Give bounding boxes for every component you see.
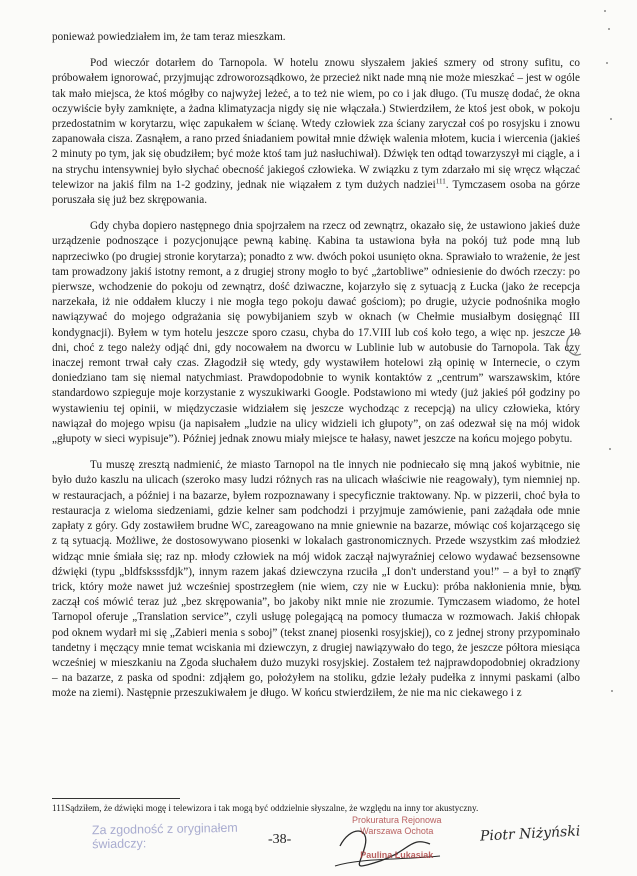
- paragraph-renovation: Gdy chyba dopiero następnego dnia spojrzałem na rzecz od zewnątrz, okazało się, że ustawiono jakieś duże urządzenie podnoszące i pozycjonujące pewną kabinę. Kabina ta ustawiona była na pokój tuż pode mną lub naprzeciwko (po drugiej stronie korytarza); ponadto z ww. dwóch pokoi usunięto okna. Sprawiało to wrażenie, że jest tam prowadzony jakiś istotny remont, a z drugiej strony mogło to być „żartobliwe” odniesienie do dwóch rzeczy: po pierwsze, wchodzenie do pokoju od zewnątrz, dość dziwaczne, kojarzyło się z sytuacją z Łucka (jako że recepcja narzekała, iż nie oddałem kluczy i nie mogła tego pokoju dawać gościom); po drugie, użycie podnośnika mogło nawiązywać do mojego odgrażania się powybijaniem szyb w oknach (w Chełmie musiałbym dosięgnąć III kondygnacji). Byłem w tym hotelu jeszcze sporo czasu, chyba do 17.VIII lub coś koło tego, a więc np. jeszcze 10 dni, choć z tego należy odjąć dni, gdy nocowałem na dworcu w Lublinie lub w autobusie do Tarnopola. Tak czy inaczej remont trwał cały czas. Złagodził się wtedy, gdy wystawiłem hotelowi złą opinię w Internecie, o czym doniedziano tam się niemal natychmiast. Prawdopodobnie to wynik kontaktów z „centrum” warszawskim, które standardowo szpieguje moje korzystanie z wyszukiwarki Google. Podstawiono mi wtedy (już jakieś pół godziny po wystawieniu tej opinii, w międzyczasie widziałem się jeszcze wychodząc z recepcją) na ulicy człowieka, który nawiązał do mojego wpisu (ja napisałem „ludzie na ulicy widzieli ich głupoty”, on zaś odezwał się na mój widok „głupoty w sieci wypisuje”). Później jednak znowu miały miejsce te hałasy, nawet jeszcze na końcu mojego pobytu.: [52, 220, 580, 446]
- paragraph-text: Pod wieczór dotarłem do Tarnopola. W hotelu znowu słyszałem jakieś szmery od strony sufitu, co próbowałem ignorować, przyjmując zdroworozsądkowo, że przecież nikt nade mną nie może mieszkać – jest w ogóle tak mało miejsca, że ktoś mógłby co najwyżej leżeć, a to też nie wiem, po co i jak długo. (Tu muszę dodać, że okna oczywiście były zamknięte, a żadna klimatyzacja nigdy się nie włączała.) Stwierdziłem, że ktoś jest obok, w pokoju przedostatnim w korytarzu, więc zapukałem w ścianę. Wtedy człowiek zza ściany zaryczał coś po rosyjsku i znowu zapanowała cisza. Zasnąłem, a rano przed śniadaniem powitał mnie dźwięk walenia młotem, kucia i wiercenia (jakieś 2 minuty po tym, jak się obudziłem; być może ktoś tam już nasłuchiwał). Dźwięk ten odtąd towarzyszył mi ciągle, a i na strychu intensywniej było słychać obecność jakiegoś człowieka. W związku z tym zdarzało mi się wręcz włączać telewizor na jakiś film na 1-2 godziny, jednak nie wiązałem z tym dużych nadziei: [52, 57, 580, 191]
- footnote: 111Sądziłem, że dźwięki mogę i telewizora i tak mogą być oddzielnie słyszalne, że względu na inny tor akustyczny.: [52, 803, 479, 813]
- certified-stamp-line: Za zgodność z oryginałem: [91, 820, 238, 838]
- paragraph-text-end: Tymczasem osoba na górze poruszała się już bez skrępowania.: [52, 178, 580, 207]
- certified-copy-stamp: [92, 821, 238, 852]
- signature: Piotr Niżyński: [479, 823, 581, 845]
- scan-speck: [611, 690, 613, 692]
- footnote-marker: 111: [435, 177, 446, 186]
- stamp-line: Warszawa Ochota: [360, 825, 434, 836]
- certified-stamp-line: świadczy:: [92, 836, 147, 852]
- scan-speck: [606, 62, 608, 64]
- paragraph-city-reactions: Tu muszę zresztą nadmienić, że miasto Tarnopol na tle innych nie podniecało się mną jakoś wybitnie, nie było dużo kaszlu na ulicach (szeroko masy ludzi różnych ras na ulicach właściwie nie reagowały), tym niemniej np. w restauracjach, a później i na bazarze, byłem rozpoznawany i specyficznie traktowany. Np. w pizzerii, choć była to restauracja z wieloma siedzeniami, gdzie kelner sam podchodzi i przyjmuje zamówienie, pani zażądała ode mnie zapłaty z góry. Gdy zostawiłem brudne WC, zareagowano na mnie gniewnie na bazarze, mówiąc coś kojarzącego się z tą sytuacją. Możliwe, że dostosowywano piosenki w lokalach gastronomicznych. Przede wszystkim zaś młodzież widząc mnie śmiała się; raz np. młody człowiek na mój widok zaczął najwyraźniej celowo wydawać bezsensowne dźwięki (typu „bldfsksssfdjk”), innym razem jakaś dziewczyna rzuciła „I don't understand you!” – a był to znany trick, który może nawet już wcześniej spostrzegłem (nie wiem, czy nie w Łucku): próba nakłonienia mnie, bym zaczął coś mówić teraz już „bez skrępowania”, bo jakoby nikt mnie nie zrozumie. Tymczasem wiadomo, że hotel Tarnopol oferuje „Translation service”, czyli usługę polegającą na pomocy tłumacza w rozmowach. Jakiś chłopak pod oknem wydarł mi się „Zabieri menia s soboj” (tekst znanej piosenki rosyjskiej), co z jednej strony przypominało tandetny i męczący mnie temat wciskania mi dziewczyn, z drugiej nawiązywało do tego, że jeszcze półtora miesiąca wcześniej w mieszkaniu na Zgoda słuchałem dużo muzyki rosyjskiej. Zostałem też najprawdopodobniej okradziony – na bazarze, z paska od spodni: zdjąłem go, położyłem na stoliku, gdzie leżały pudełka z innymi paskami (albo może na ziemi). Następnie przeszukiwałem je długo. W końcu stwierdziłem, że nie ma nic ciekawego i z: [52, 459, 580, 700]
- scan-speck: [608, 28, 610, 30]
- punch-hole-icon: [563, 565, 587, 593]
- paragraph-tarnopol-arrival: Pod wieczór dotarłem do Tarnopola. W hotelu znowu słyszałem jakieś szmery od strony sufitu, co próbowałem ignorować, przyjmując zdroworozsądkowo, że przecież nikt nade mną nie może mieszkać – jest w ogóle tak mało miejsca, że ktoś mógłby co najwyżej leżeć, a to też nie wiem, po co i jak długo. (Tu muszę dodać, że okna oczywiście były zamknięte, a żadna klimatyzacja nigdy się nie włączała.) Stwierdziłem, że ktoś jest obok, w pokoju przedostatnim w korytarzu, więc zapukałem w ścianę. Wtedy człowiek zza ściany zaryczał coś po rosyjsku i znowu zapanowała cisza. Zasnąłem, a rano przed śniadaniem powitał mnie dźwięk walenia młotem, kucia i wiercenia (jakieś 2 minuty po tym, jak się obudziłem; być może ktoś tam już nasłuchiwał). Dźwięk ten odtąd towarzyszył mi ciągle, a i na strychu intensywniej było słychać obecność jakiegoś człowieka. W związku z tym zdarzało mi się wręcz włączać telewizor na jakiś film na 1-2 godziny, jednak nie wiązałem z tym dużych nadziei$^{111}$. Tymczasem osoba na górze poruszała się już bez skrępowania.: [52, 57, 580, 207]
- paragraph-continuation: ponieważ powiedziałem im, że tam teraz mieszkam.: [52, 31, 286, 43]
- scan-speck: [604, 10, 606, 12]
- prosecutor-office-stamp: [352, 815, 442, 861]
- footnote-rule: [52, 798, 180, 799]
- stamp-name: Paulina Łukasiak: [360, 850, 434, 860]
- scan-speck: [609, 448, 611, 450]
- body-text: [52, 30, 580, 713]
- punch-hole-icon: [563, 330, 587, 358]
- stamp-line: Prokuratura Rejonowa: [352, 815, 442, 825]
- page-number: -38-: [268, 832, 292, 847]
- scan-speck: [610, 118, 612, 120]
